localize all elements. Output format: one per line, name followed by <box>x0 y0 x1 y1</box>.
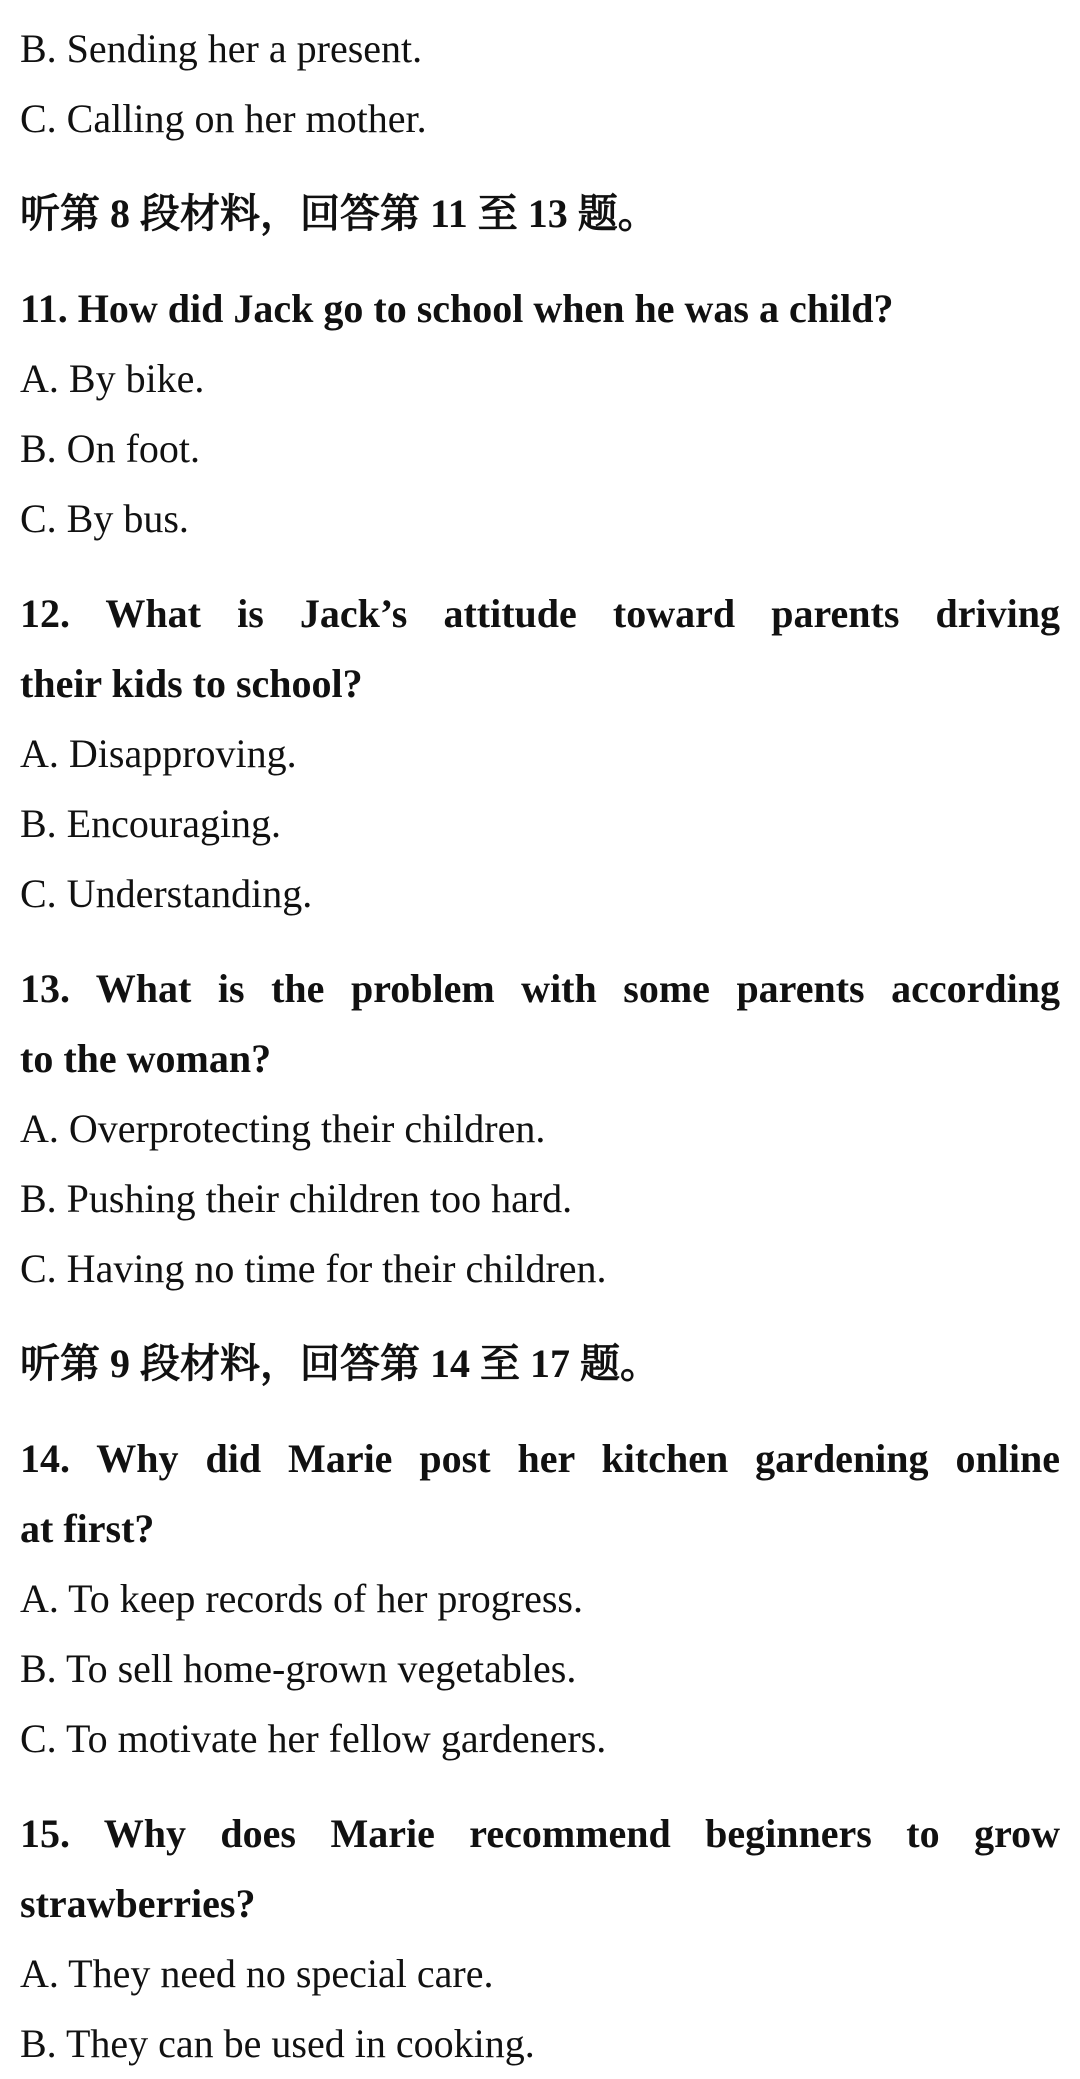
q13-option-b: B. Pushing their children too hard. <box>20 1176 573 1221</box>
q12-option-c: C. Understanding. <box>20 871 313 916</box>
question-12-line-2: their kids to school? <box>20 661 363 706</box>
question-14-line-2: at first? <box>20 1506 155 1551</box>
question-15-line-2: strawberries? <box>20 1881 256 1926</box>
section-heading-9: 听第 9 段材料，回答第 14 至 17 题。 <box>20 1341 660 1386</box>
q12-option-a: A. Disapproving. <box>20 731 297 776</box>
option-prev-b: B. Sending her a present. <box>20 26 423 71</box>
question-13-line-2: to the woman? <box>20 1036 272 1081</box>
q11-option-c: C. By bus. <box>20 496 189 541</box>
q11-option-b: B. On foot. <box>20 426 200 471</box>
option-prev-c: C. Calling on her mother. <box>20 96 427 141</box>
q13-option-c: C. Having no time for their children. <box>20 1246 607 1291</box>
question-14-line-1: 14. Why did Marie post her kitchen gardening online <box>20 1436 1060 1481</box>
q13-option-a: A. Overprotecting their children. <box>20 1106 546 1151</box>
exam-page <box>20 14 1060 2079</box>
q15-option-a: A. They need no special care. <box>20 1951 494 1996</box>
question-11: 11. How did Jack go to school when he was a child? <box>20 286 894 331</box>
question-13-line-1: 13. What is the problem with some parents according <box>20 966 1060 1011</box>
question-12-line-1: 12. What is Jack’s attitude toward parents driving <box>20 591 1060 636</box>
q14-option-a: A. To keep records of her progress. <box>20 1576 583 1621</box>
section-heading-8: 听第 8 段材料，回答第 11 至 13 题。 <box>20 191 658 236</box>
question-15-line-1: 15. Why does Marie recommend beginners to grow <box>20 1811 1060 1856</box>
q14-option-c: C. To motivate her fellow gardeners. <box>20 1716 607 1761</box>
q12-option-b: B. Encouraging. <box>20 801 282 846</box>
q14-option-b: B. To sell home-grown vegetables. <box>20 1646 577 1691</box>
q11-option-a: A. By bike. <box>20 356 205 401</box>
q15-option-b: B. They can be used in cooking. <box>20 2021 535 2066</box>
